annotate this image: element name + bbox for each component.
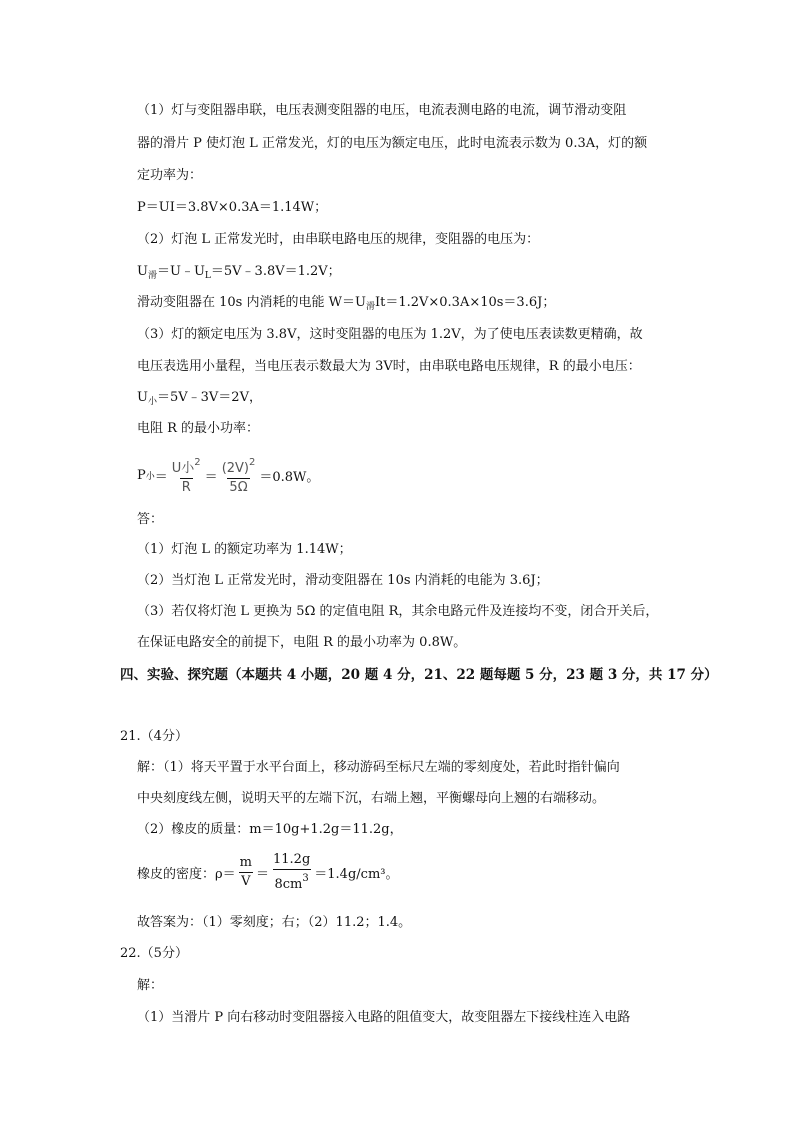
pmin-symbol: P (137, 467, 146, 483)
q21-density-equation (137, 848, 398, 896)
fraction-denominator: R (181, 479, 191, 495)
q22-number: 22.（5分） (120, 946, 188, 961)
answer-2: （2）当灯泡 L 正常发光时，滑动变阻器在 10s 内消耗的电能为 3.6J； (137, 573, 549, 588)
w-subscript: 滑 (365, 302, 375, 312)
u-rest: ＝U﹣U (156, 264, 205, 279)
fraction-denominator: 5Ω (229, 479, 248, 495)
u-symbol: U (137, 264, 148, 279)
p2-energy-equation (137, 293, 555, 317)
q21-step-1: 解：（1）将天平置于水平台面上，移动游码至标尺左端的零刻度处，若此时指针偏向 (137, 760, 620, 775)
density-prefix: 橡皮的密度：ρ＝ (137, 866, 236, 882)
q21-step-3: （2）橡皮的质量：m＝10g+1.2g＝11.2g， (137, 822, 403, 837)
w-tail: It＝1.2V×0.3A×10s＝3.6J； (374, 295, 556, 310)
w-prefix: 滑动变阻器在 10s 内消耗的电能 W＝U (137, 295, 366, 310)
fraction-denominator: 8cm (274, 876, 303, 892)
equals-sign: ＝ (154, 469, 168, 485)
p1-line-2: 器的滑片 P 使灯泡 L 正常发光，灯的电压为额定电压，此时电流表示数为 0.3A，灯的额 (137, 136, 648, 151)
q21-answer: 故答案为：（1）零刻度；右；（2）11.2；1.4。 (137, 915, 412, 930)
fraction-numerator: (2V) (221, 460, 249, 476)
p3-line-2: 电压表选用小量程，当电压表示数最大为 3V时，由串联电路电压规律，R 的最小电压： (137, 359, 641, 374)
p2-voltage-equation (137, 262, 341, 286)
q21-number: 21.（4分） (120, 729, 188, 744)
answer-3: （3）若仅将灯泡 L 更换为 5Ω 的定值电阻 R，其余电路元件及连接均不变，闭合开关后， (137, 604, 659, 619)
p1-line-1: （1）灯与变阻器串联，电压表测变阻器的电压，电流表测电路的电流，调节滑动变阻 (137, 103, 627, 118)
umin-subscript: 小 (147, 397, 157, 407)
fraction-2v-squared-over-5ohm (220, 454, 258, 497)
u-subscript: 滑 (147, 271, 157, 281)
fraction-exponent: 2 (249, 456, 256, 468)
pmin-tail: ＝0.8W。 (259, 469, 320, 485)
p1-equation: P＝UI＝3.8V×0.3A＝1.14W； (137, 200, 328, 215)
equals-sign: ＝ (204, 469, 218, 485)
p1-line-3: 定功率为： (137, 168, 203, 183)
p3-umin-equation (137, 388, 262, 412)
answer-label: 答： (137, 512, 164, 527)
q22-step-1: 解： (137, 978, 164, 993)
ul-subscript: L (204, 271, 211, 281)
umin-tail: ＝5V﹣3V＝2V， (156, 390, 262, 405)
fraction-umin-squared-over-r (170, 454, 203, 497)
density-tail: ＝1.4g/cm³。 (314, 866, 399, 882)
fraction-numerator: 11.2g (273, 851, 311, 867)
p2-line-1: （2）灯泡 L 正常发光时，由串联电路电压的规律，变阻器的电压为： (137, 232, 540, 247)
q21-step-2: 中央刻度线左侧，说明天平的左端下沉，右端上翘，平衡螺母向上翘的右端移动。 (137, 791, 606, 806)
fraction-exponent: 3 (302, 872, 309, 884)
u-tail: ＝5V﹣3.8V＝1.2V； (210, 264, 341, 279)
answer-1: （1）灯泡 L 的额定功率为 1.14W； (137, 542, 352, 557)
section-heading: 四、实验、探究题（本题共 4 小题，20 题 4 分，21、22 题每题 5 分，23 题 3 分，共 17 分） (120, 667, 718, 683)
fraction-denominator: V (241, 873, 251, 889)
equals-sign: ＝ (255, 866, 269, 882)
p3-line-4: 电阻 R 的最小功率： (137, 421, 260, 436)
fraction-mass-over-volume (271, 851, 312, 894)
fraction-exponent: 2 (194, 456, 201, 468)
fraction-m-over-v (238, 854, 254, 891)
umin-symbol: U (137, 390, 148, 405)
fraction-numerator: m (239, 854, 252, 870)
p3-pmin-equation (137, 450, 319, 500)
p3-line-1: （3）灯的额定电压为 3.8V，这时变阻器的电压为 1.2V，为了使电压表读数更精确，故 (137, 327, 643, 342)
pmin-subscript: 小 (145, 471, 155, 482)
fraction-numerator: U小 (171, 460, 195, 476)
q22-step-2: （1）当滑片 P 向右移动时变阻器接入电路的阻值变大，故变阻器左下接线柱连入电路 (137, 1010, 631, 1025)
answer-4: 在保证电路安全的前提下，电阻 R 的最小功率为 0.8W。 (137, 635, 467, 650)
